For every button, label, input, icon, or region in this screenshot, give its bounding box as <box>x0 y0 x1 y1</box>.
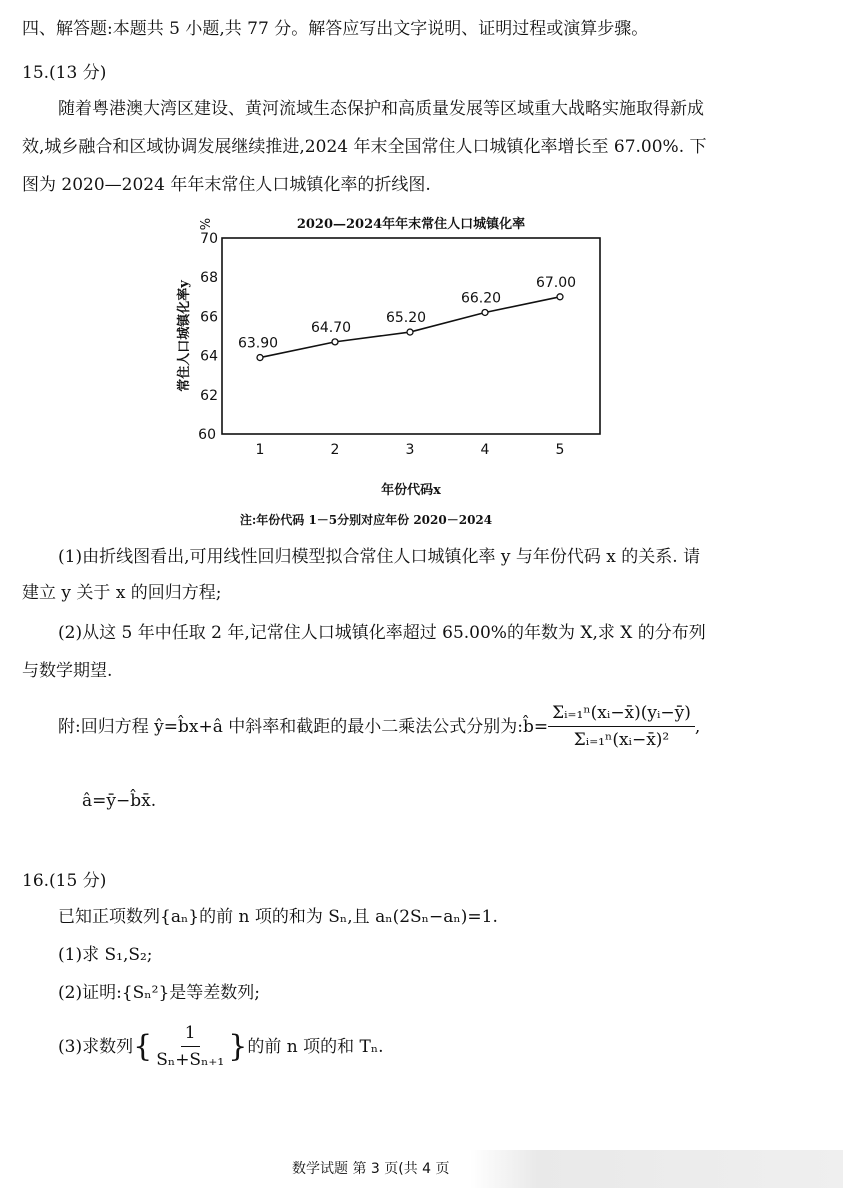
data-value-label: 66.20 <box>460 290 502 307</box>
data-value-label: 64.70 <box>310 319 352 336</box>
question-15-intro-line1: 随着粤港澳大湾区建设、黄河流域生态保护和高质量发展等区域重大战略实施取得新成 <box>58 99 704 119</box>
appendix-comma: , <box>694 716 701 737</box>
y-tick-label: 66 <box>200 309 218 326</box>
y-axis-label: 常住人口城镇化率y <box>177 280 192 392</box>
y-tick-label: 70 <box>200 231 218 247</box>
question-16-part2: (2)证明:{Sₙ²}是等差数列; <box>58 983 260 1003</box>
question-16-part1: (1)求 S₁,S₂; <box>58 945 153 965</box>
appendix-formula <box>58 702 700 751</box>
question-15-part1-line1: (1)由折线图看出,可用线性回归模型拟合常住人口城镇化率 y 与年份代码 x 的关系. 请 <box>58 547 701 567</box>
appendix-prefix: 附:回归方程 ŷ=b̂x+â 中斜率和截距的最小二乘法公式分别为:b̂= <box>58 716 549 737</box>
chart-title: 2020—2024年年末常住人口城镇化率 <box>296 217 526 232</box>
chart-canvas <box>176 206 616 536</box>
question-16-stem: 已知正项数列{aₙ}的前 n 项的和为 Sₙ,且 aₙ(2Sₙ−aₙ)=1. <box>58 907 498 927</box>
x-axis-label: 年份代码x <box>381 483 441 498</box>
x-tick-label: 2 <box>330 442 340 458</box>
data-value-label: 65.20 <box>385 310 427 327</box>
x-tick-label: 3 <box>405 442 415 458</box>
data-point <box>332 339 338 345</box>
x-tick-label: 1 <box>255 442 265 458</box>
question-15-number: 15.(13 分) <box>22 63 107 83</box>
x-tick-label: 5 <box>555 442 565 458</box>
section-heading: 四、解答题:本题共 5 小题,共 77 分。解答应写出文字说明、证明过程或演算步骤。 <box>22 19 649 39</box>
part3-numerator: 1 <box>181 1022 200 1047</box>
question-15-part2-line2: 与数学期望. <box>22 661 113 681</box>
part3-fraction <box>152 1022 228 1071</box>
question-15-intro-line2: 效,城乡融合和区域协调发展继续推进,2024 年末全国常住人口城镇化率增长至 67.00%. 下 <box>22 137 707 157</box>
question-16-part3 <box>58 1022 384 1071</box>
chart-note: 注:年份代码 1－5分别对应年份 2020－2024 <box>239 513 493 527</box>
data-value-label: 67.00 <box>535 274 577 291</box>
part3-denominator: Sₙ+Sₙ₊₁ <box>156 1050 225 1070</box>
right-brace: } <box>228 1028 248 1064</box>
page-footer: 数学试题 第 3 页(共 4 页 <box>292 1161 450 1177</box>
question-15-part2-line1: (2)从这 5 年中任取 2 年,记常住人口城镇化率超过 65.00%的年数为 X,求 X 的分布列 <box>58 623 706 643</box>
part3-suffix: 的前 n 项的和 Tₙ. <box>247 1036 384 1057</box>
question-16-number: 16.(15 分) <box>22 871 107 891</box>
question-15-part1-line2: 建立 y 关于 x 的回归方程; <box>22 583 222 603</box>
data-point <box>557 294 563 300</box>
urbanization-line-chart <box>176 206 616 536</box>
y-unit-label: % <box>199 217 214 231</box>
chart-frame <box>222 238 600 434</box>
x-tick-label: 4 <box>480 442 490 458</box>
data-point <box>257 355 263 361</box>
data-point <box>407 329 413 335</box>
data-value-label: 63.90 <box>237 335 279 352</box>
y-tick-label: 60 <box>198 427 216 443</box>
question-15-intro-line3: 图为 2020—2024 年年末常住人口城镇化率的折线图. <box>22 175 431 195</box>
scan-fade-overlay <box>470 1150 843 1188</box>
slope-fraction <box>548 702 695 751</box>
part3-prefix: (3)求数列 <box>58 1036 134 1057</box>
slope-numerator: Σᵢ₌₁ⁿ(xᵢ−x̄)(yᵢ−ȳ) <box>548 702 695 727</box>
y-tick-label: 68 <box>200 270 218 287</box>
left-brace: { <box>133 1028 153 1064</box>
slope-denominator: Σᵢ₌₁ⁿ(xᵢ−x̄)² <box>573 730 670 750</box>
appendix-intercept: â=ȳ−b̂x̄. <box>82 791 157 811</box>
series-line <box>260 297 560 358</box>
data-point <box>482 309 488 315</box>
y-tick-label: 64 <box>200 348 218 365</box>
y-tick-label: 62 <box>200 387 218 404</box>
